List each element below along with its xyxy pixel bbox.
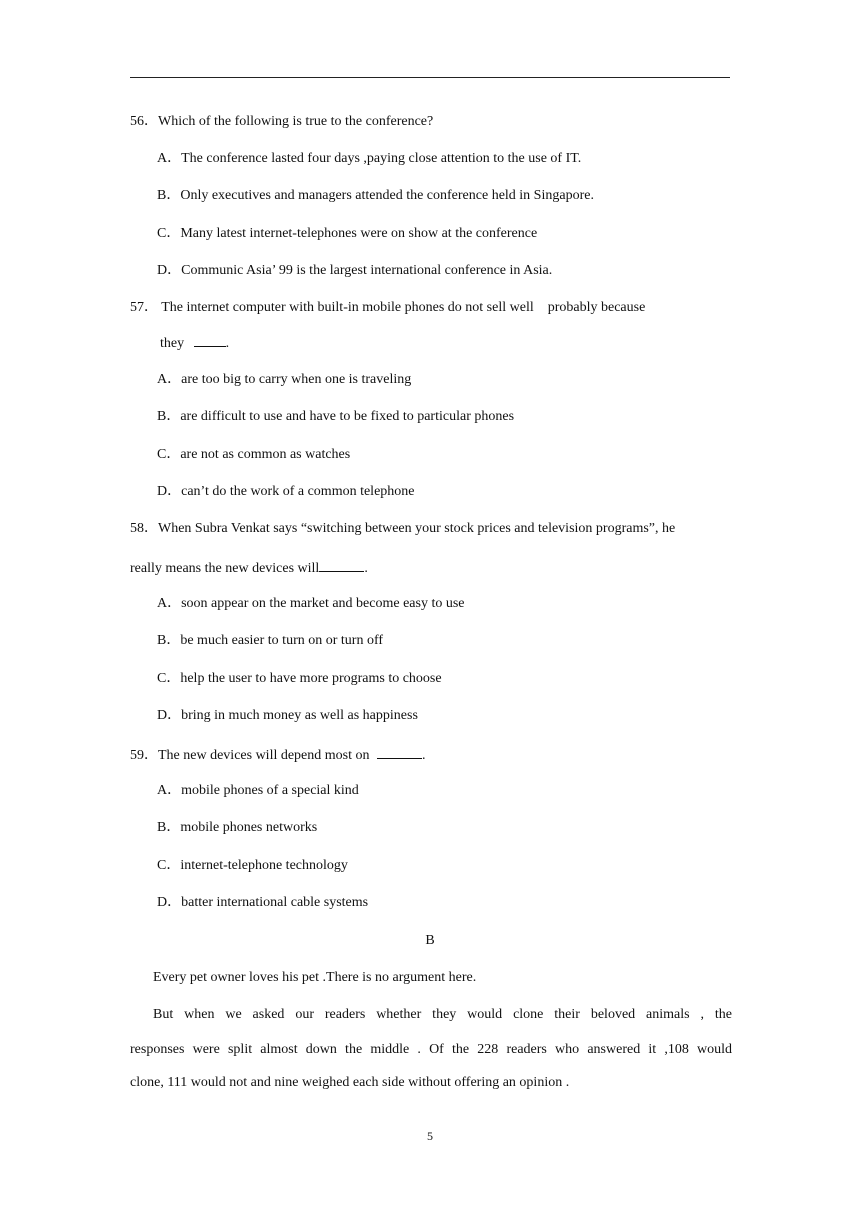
section-b-paragraph-2-line-1: But when we asked our readers whether they would clone their beloved animals , the (153, 1007, 732, 1022)
question-59-stem (130, 745, 426, 765)
question-59-stem-suffix: . (422, 748, 426, 763)
question-56-option-a: A．The conference lasted four days ,paying close attention to the use of IT. (157, 151, 582, 166)
question-56-option-c: C．Many latest internet-telephones were on show at the conference (157, 226, 538, 241)
answer-blank (377, 745, 422, 759)
question-58-stem-line2 (130, 558, 368, 578)
section-b-paragraph-1: Every pet owner loves his pet .There is no argument here. (153, 970, 477, 985)
question-59-option-b: B．mobile phones networks (157, 820, 318, 835)
question-56-option-d: D．Communic Asia’ 99 is the largest international conference in Asia. (157, 263, 553, 278)
page-number: 5 (427, 1129, 433, 1143)
question-57-stem-line2 (160, 333, 229, 353)
question-58-option-b: B．be much easier to turn on or turn off (157, 633, 384, 648)
question-59-option-a: A．mobile phones of a special kind (157, 783, 359, 798)
section-b-paragraph-2-line-3: clone, 111 would not and nine weighed each side without offering an opinion . (130, 1075, 570, 1090)
question-59-option-c: C．internet-telephone technology (157, 858, 348, 873)
question-58-option-a: A．soon appear on the market and become easy to use (157, 596, 465, 611)
question-57-option-c: C．are not as common as watches (157, 447, 351, 462)
question-58-option-c: C．help the user to have more programs to choose (157, 671, 442, 686)
question-56-option-b: B．Only executives and managers attended the conference held in Singapore. (157, 188, 594, 203)
question-58-stem-prefix: really means the new devices will (130, 561, 320, 576)
question-58-stem-suffix: . (364, 561, 368, 576)
question-57-option-a: A．are too big to carry when one is traveling (157, 372, 412, 387)
answer-blank (319, 558, 364, 572)
question-58-option-d: D．bring in much money as well as happiness (157, 708, 418, 723)
answer-blank (194, 333, 226, 347)
question-58-stem-line1: 58．When Subra Venkat says “switching between your stock prices and television programs”, he (130, 521, 676, 536)
question-57-stem-suffix: . (225, 336, 230, 351)
question-57-stem-prefix: they (160, 336, 185, 351)
header-rule (130, 77, 730, 78)
question-57-stem-line1: 57． The internet computer with built-in mobile phones do not sell well probably because (130, 300, 646, 315)
section-b-paragraph-2-line-2: responses were split almost down the middle . Of the 228 readers who answered it ,108 would (130, 1042, 732, 1057)
question-59-option-d: D．batter international cable systems (157, 895, 369, 910)
question-56-stem: 56．Which of the following is true to the conference? (130, 114, 434, 129)
question-57-option-d: D．can’t do the work of a common telephone (157, 484, 415, 499)
question-59-stem-prefix: 59．The new devices will depend most on (130, 748, 370, 763)
section-heading: B (425, 933, 435, 948)
question-57-option-b: B．are difficult to use and have to be fixed to particular phones (157, 409, 515, 424)
